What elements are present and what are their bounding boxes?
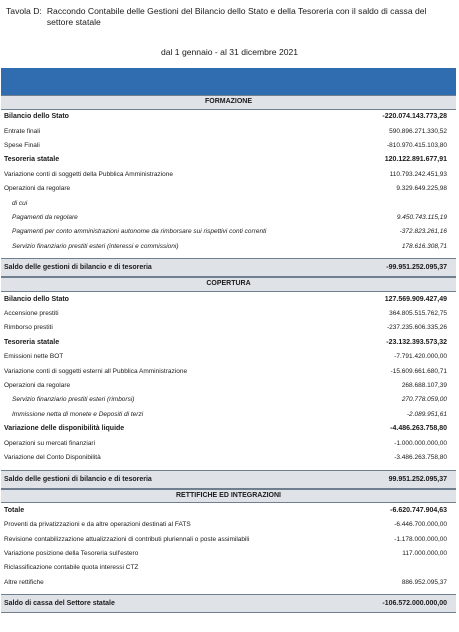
row-value: -372.823.261,16	[399, 228, 447, 236]
table-row	[1, 503, 456, 517]
row-label: Accensione prestiti	[4, 309, 59, 317]
table-row	[1, 239, 456, 253]
table-row	[1, 393, 456, 407]
table-row	[1, 378, 456, 392]
final-total-row	[1, 594, 456, 613]
row-value: -7.791.420.000,00	[394, 353, 447, 361]
row-label: Variazione posizione della Tesoreria sull'estero	[4, 549, 139, 557]
row-value: 120.122.891.677,91	[384, 156, 447, 164]
row-label: Operazioni da regolare	[4, 381, 71, 389]
row-value: 886.952.095,37	[401, 578, 447, 586]
table-title: Raccondo Contabile delle Gestioni del Bilancio dello Stato e della Tesoreria con il saldo di cassa del settore statale	[46, 6, 427, 27]
table-row	[1, 321, 456, 335]
row-label: Tesoreria statale	[4, 156, 60, 164]
row-value: -220.074.143.773,28	[382, 113, 447, 121]
table-row	[1, 292, 456, 306]
section-rettifiche: RETTIFICHE ED INTEGRAZIONI	[1, 489, 456, 504]
row-value: -23.132.393.573,32	[386, 338, 447, 346]
report-title	[6, 6, 454, 28]
table-row	[1, 181, 456, 195]
row-value: 364.805.515.762,75	[389, 309, 447, 317]
table-row	[1, 517, 456, 531]
table-row	[1, 196, 456, 210]
row-label: Rimborso prestiti	[4, 324, 53, 332]
row-label: di cui	[12, 199, 28, 207]
row-label: Variazione conti di soggetti esterni all Pubblica Amministrazione	[4, 367, 188, 375]
table-row	[1, 210, 456, 224]
table-row	[1, 110, 456, 124]
row-value: 99.951.252.095,37	[388, 475, 447, 483]
table-row	[1, 436, 456, 450]
row-label: Revisione contabilizzazione attualizzazioni di contributi pluriennali o poste assimilabili	[4, 535, 250, 543]
row-value: -6.446.700.000,00	[394, 521, 447, 529]
row-value: 270.778.059,00	[401, 396, 447, 404]
row-value: 110.793.242.451,93	[389, 170, 447, 178]
row-value: 9.450.743.115,19	[396, 213, 447, 221]
row-value: -3.486.263.758,80	[394, 453, 447, 461]
row-value: 590.896.271.330,52	[389, 127, 447, 135]
table-row	[1, 167, 456, 181]
header-band	[1, 68, 456, 95]
table-row	[1, 421, 456, 435]
row-value: -4.486.263.758,80	[390, 425, 447, 433]
row-label: Totale	[4, 506, 25, 514]
row-label: Riclassificazione contabile quota interessi CTZ	[4, 564, 139, 572]
table-row	[1, 561, 456, 575]
row-value: -1.178.000.000,00	[394, 535, 447, 543]
row-label: Bilancio dello Stato	[4, 295, 69, 303]
row-label: Pagamenti da regolare	[12, 213, 78, 221]
row-label: Saldo delle gestioni di bilancio e di tesoreria	[4, 475, 152, 483]
period-subtitle: dal 1 gennaio - al 31 dicembre 2021	[160, 47, 299, 57]
row-label: Variazione conti di soggetti della Pubblica Amministrazione	[4, 170, 173, 178]
table-row	[1, 364, 456, 378]
row-label: Spese Finali	[4, 141, 40, 149]
row-value: 178.616.308,71	[401, 242, 447, 250]
table-row	[1, 532, 456, 546]
row-value: 117.000.000,00	[402, 549, 447, 557]
table-row	[1, 407, 456, 421]
row-label: Variazione delle disponibilità liquide	[4, 425, 125, 433]
row-label: Operazioni su mercati finanziari	[4, 439, 96, 447]
row-label: Variazione del Conto Disponibilità	[4, 453, 101, 461]
row-value: -15.609.661.680,71	[390, 367, 447, 375]
row-label: Pagamenti per conto amministrazioni autonome da rimborsare sui rispettivi conti correnti	[12, 228, 267, 236]
section-copertura: COPERTURA	[1, 277, 456, 292]
table-label: Tavola D:	[6, 6, 42, 16]
row-label: Proventi da privatizzazioni e da altre operazioni destinati al FATS	[4, 521, 191, 529]
table-row	[1, 225, 456, 239]
section-formazione: FORMAZIONE	[1, 95, 456, 110]
row-value: 127.569.909.427,49	[384, 295, 447, 303]
table-row	[1, 335, 456, 349]
table-row	[1, 575, 456, 589]
row-value: -106.572.000.000,00	[382, 600, 447, 608]
table-row	[1, 124, 456, 138]
row-label: Saldo di cassa del Settore statale	[4, 600, 115, 608]
row-value: -1.000.000.000,00	[394, 439, 447, 447]
table-row	[1, 138, 456, 152]
row-label: Entrate finali	[4, 127, 41, 135]
row-label: Immissione netta di monete e Depositi di terzi	[12, 410, 144, 418]
row-label: Emissioni nette BOT	[4, 353, 64, 361]
total-row-copertura	[1, 470, 456, 489]
row-value: -2.089.951,61	[406, 410, 447, 418]
table-row	[1, 349, 456, 363]
row-value: 9.329.649.225,98	[396, 185, 447, 193]
table-row	[1, 306, 456, 320]
accounting-table	[1, 68, 456, 613]
row-label: Operazioni da regolare	[4, 185, 71, 193]
row-value: -237.235.606.335,26	[387, 324, 447, 332]
row-value: -810.970.415.103,80	[387, 141, 447, 149]
row-label: Servizio finanziario prestiti esteri (rimborsi)	[12, 396, 135, 404]
row-label: Servizio finanziario prestiti esteri (interessi e commissioni)	[12, 242, 179, 250]
row-value: 268.688.107,39	[401, 381, 447, 389]
row-value: -6.620.747.904,63	[390, 506, 447, 514]
row-label: Tesoreria statale	[4, 338, 60, 346]
row-label: Altre rettifiche	[4, 578, 44, 586]
row-label: Bilancio dello Stato	[4, 113, 69, 121]
table-row	[1, 153, 456, 167]
row-value: -99.951.252.095,37	[386, 264, 447, 272]
total-row-formazione	[1, 258, 456, 277]
table-row	[1, 450, 456, 464]
row-label: Saldo delle gestioni di bilancio e di tesoreria	[4, 264, 152, 272]
table-row	[1, 546, 456, 560]
